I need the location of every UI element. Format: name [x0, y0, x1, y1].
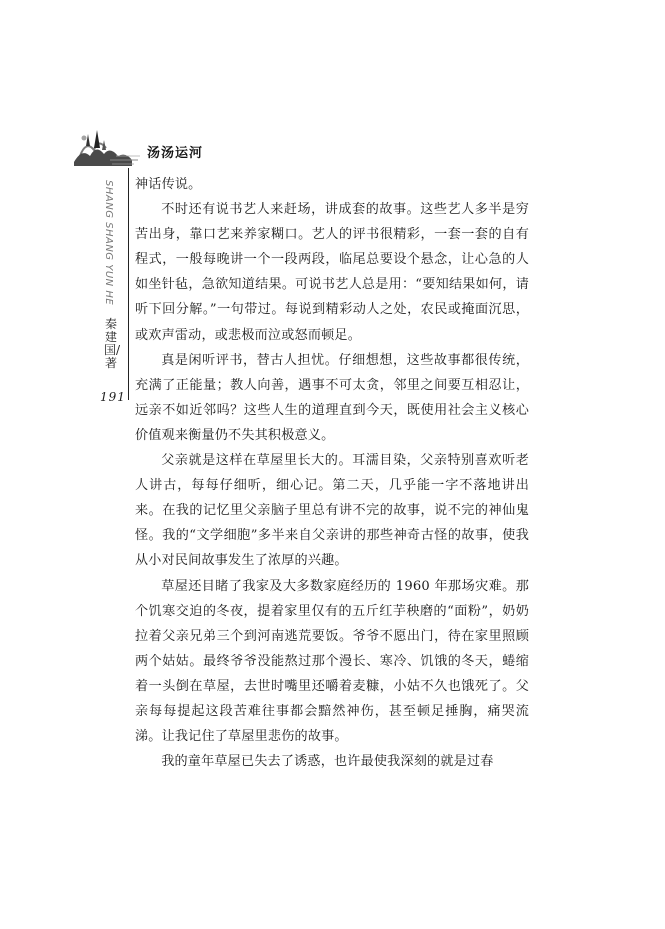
paragraph: 草屋还目睹了我家及大多数家庭经历的 1960 年那场灾难。那个饥寒交迫的冬夜，提着家里仅有的五斤红芋秧磨的“面粉”，奶奶拉着父亲兄弟三个到河南逃荒要饭。爷爷不愿出门，待在家里照顾两个姑姑。最终爷爷没能熬过那个漫长、寒冷、饥饿的冬天，蜷缩着一头倒在草屋，去世时嘴里还嚼着麦糠，小姑不久也饿死了。父亲每每提起这段苦难往事都会黯然神伤，甚至顿足捶胸，痛哭流涕。让我记住了草屋里悲伤的故事。: [135, 578, 529, 745]
paragraph: 真是闲听评书，替古人担忧。仔细想想，这些故事都很传统，充满了正能量；教人向善，遇事不可太贪，邻里之间要互相忍让，远亲不如近邻吗？这些人生的道理直到今天，既使用社会主义核心价值观来衡量仍不失其积极意义。: [135, 352, 529, 443]
side-vertical-rule: [128, 168, 129, 400]
ink-landscape-logo-icon: [72, 126, 142, 168]
paragraph: 不时还有说书艺人来赶场，讲成套的故事。这些艺人多半是穷苦出身，靠口艺来养家糊口。艺人的评书很精彩，一套一套的自有程式，一般每晚讲一个一段两段，临尾总要设个悬念，让心急的人如坐针毡，急欲知道结果。可说书艺人总是用：“要知结果如何，请听下回分解。”一句带过。每说到精彩动人之处，农民或掩面沉思，或欢声雷动，或悲极而泣或怒而顿足。: [135, 202, 529, 343]
side-pinyin-text: SHANG SHANG YUN HE: [103, 180, 114, 306]
paragraph: 我的童年草屋已失去了诱惑，也许最使我深刻的就是过春: [161, 754, 494, 770]
paragraph-continued: 神话传说。: [135, 177, 202, 192]
side-author-credit: 秦建国/著: [104, 317, 121, 370]
paragraph: 父亲就是这样在草屋里长大的。耳濡目染，父亲特别喜欢听老人讲古，每每仔细听，细心记。第二天，几乎能一字不落地讲出来。在我的记忆里父亲脑子里总有讲不完的故事，说不完的神仙鬼怪。我的“文学细胞”多半来自父亲讲的那些神奇古怪的故事，使我从小对民间故事发生了浓厚的兴趣。: [135, 453, 529, 569]
page-number: 191: [100, 390, 126, 404]
body-text: [135, 172, 529, 774]
side-pinyin-title: [98, 180, 120, 340]
chapter-title: 汤汤运河: [147, 146, 204, 161]
